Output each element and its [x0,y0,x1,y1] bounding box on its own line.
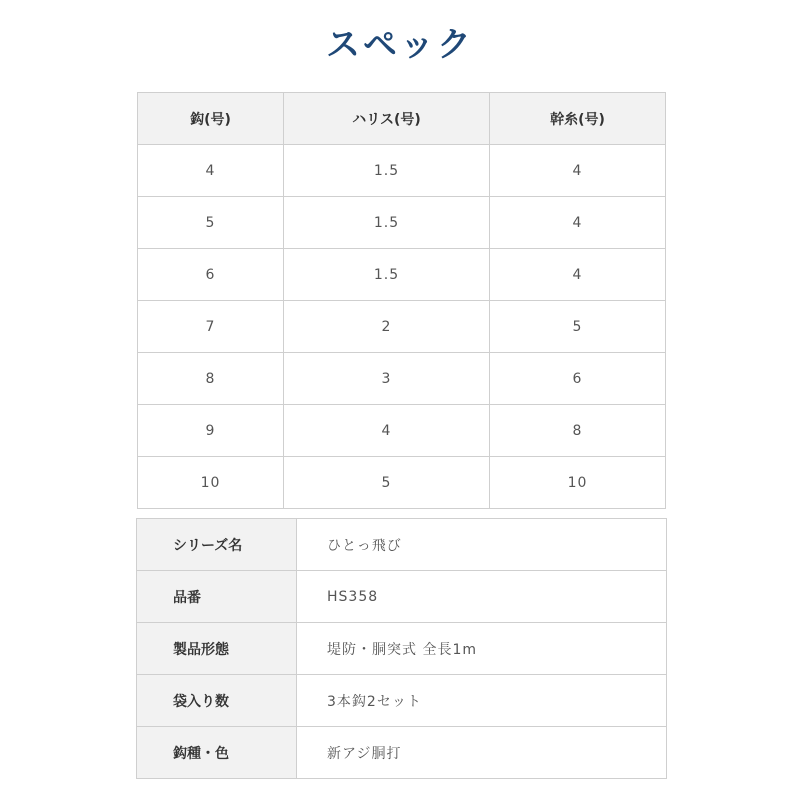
cell-hook-size: 5 [138,197,284,249]
cell-leader-size: 1.5 [284,145,490,197]
cell-hook-size: 4 [138,145,284,197]
info-key: 袋入り数 [137,675,297,727]
table-row [138,197,666,249]
info-value: ひとっ飛び [297,519,667,571]
cell-main-line-size: 4 [490,145,666,197]
info-value: HS358 [297,571,667,623]
cell-main-line-size: 4 [490,197,666,249]
cell-leader-size: 3 [284,353,490,405]
table-row [138,301,666,353]
table-row [138,145,666,197]
cell-leader-size: 5 [284,457,490,509]
info-key: 品番 [137,571,297,623]
size-spec-table [137,92,666,509]
info-key: 製品形態 [137,623,297,675]
table-row [138,249,666,301]
cell-main-line-size: 6 [490,353,666,405]
info-row-product-number [137,571,667,623]
info-row-series [137,519,667,571]
info-row-hook-type [137,727,667,779]
cell-hook-size: 9 [138,405,284,457]
cell-main-line-size: 5 [490,301,666,353]
cell-hook-size: 7 [138,301,284,353]
info-value: 新アジ胴打 [297,727,667,779]
cell-hook-size: 10 [138,457,284,509]
info-key: 鈎種・色 [137,727,297,779]
header-hook-size: 鈎(号) [138,93,284,145]
table-row [138,353,666,405]
cell-leader-size: 1.5 [284,197,490,249]
table-row [138,457,666,509]
cell-main-line-size: 8 [490,405,666,457]
cell-leader-size: 1.5 [284,249,490,301]
cell-leader-size: 2 [284,301,490,353]
table-header-row [138,93,666,145]
info-value: 堤防・胴突式 全長1m [297,623,667,675]
info-row-package-count [137,675,667,727]
info-key: シリーズ名 [137,519,297,571]
info-row-product-form [137,623,667,675]
header-main-line-size: 幹糸(号) [490,93,666,145]
page-title: スペック [326,25,474,65]
cell-leader-size: 4 [284,405,490,457]
cell-hook-size: 6 [138,249,284,301]
info-value: 3本鈎2セット [297,675,667,727]
table-row [138,405,666,457]
cell-main-line-size: 4 [490,249,666,301]
cell-hook-size: 8 [138,353,284,405]
header-leader-size: ハリス(号) [284,93,490,145]
product-info-table [136,518,667,779]
cell-main-line-size: 10 [490,457,666,509]
